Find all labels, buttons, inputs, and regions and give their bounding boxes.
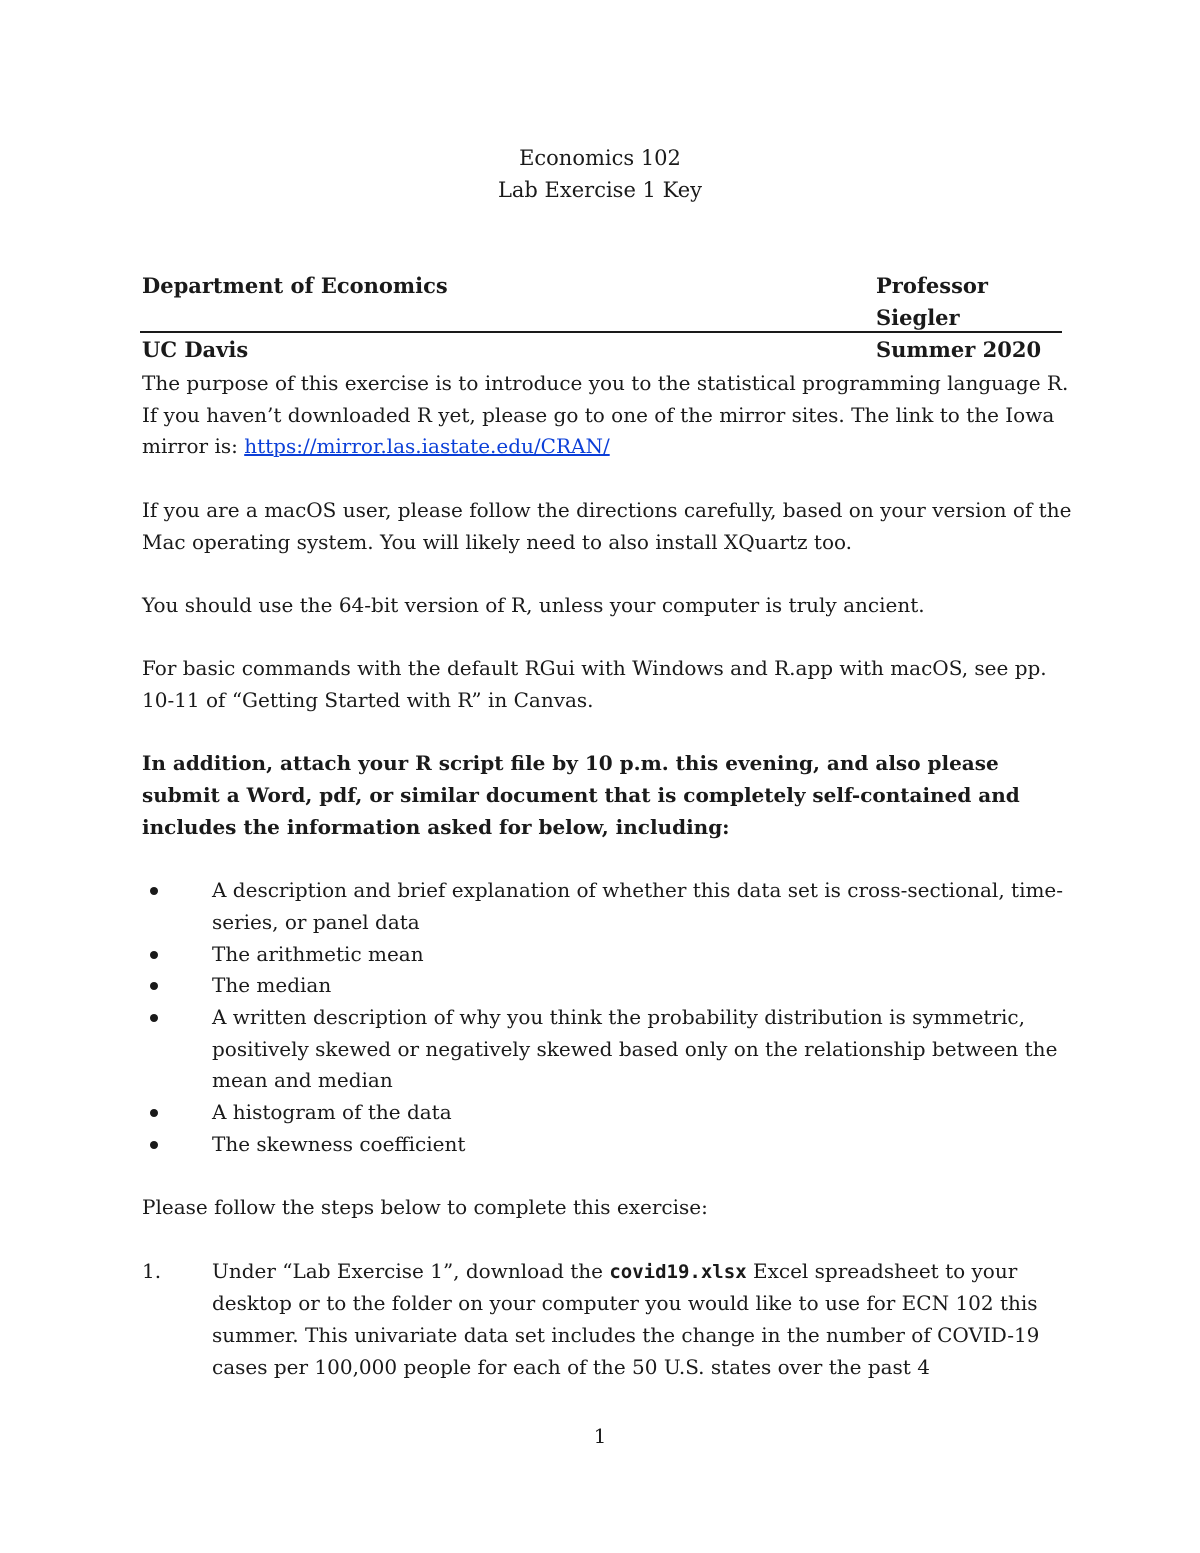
- step-text-after: Excel spreadsheet to your desktop or to the folder on your computer you would like to use for ECN 102 this summer. This univariate data set includes the change in the number of COVID-19 cases per 100,000 people for each of the 50 U.S. states over the past 4: [212, 1258, 1040, 1379]
- list-item: [142, 875, 1072, 938]
- list-item: [142, 1129, 1072, 1161]
- macos-paragraph: If you are a macOS user, please follow the directions carefully, based on your version of the Mac operating system. You will likely need to also install XQuartz too.: [142, 497, 1072, 554]
- bullet-icon: [150, 951, 158, 959]
- version-paragraph: You should use the 64-bit version of R, unless your computer is truly ancient.: [142, 592, 925, 617]
- department-label: Department of Economics: [142, 273, 448, 298]
- list-item-text: The skewness coefficient: [212, 1131, 466, 1156]
- intro-text: The purpose of this exercise is to introduce you to the statistical programming language R. If you haven’t downloaded R yet, please go to one of the mirror sites. The link to the Iowa mirror is:: [142, 371, 1069, 459]
- list-item-text: A written description of why you think the probability distribution is symmetric, positively skewed or negatively skewed based only on the relationship between the mean and median: [212, 1004, 1058, 1093]
- term-label: Summer 2020: [876, 337, 1042, 362]
- bullet-icon: [150, 887, 158, 895]
- page-number: 1: [593, 1424, 607, 1448]
- list-item: [142, 970, 1072, 1002]
- list-item: [142, 939, 1072, 971]
- professor-label: Professor Siegler: [876, 273, 988, 330]
- list-item: [142, 1097, 1072, 1129]
- step-number: 1.: [142, 1258, 162, 1283]
- requirements-list: [142, 875, 1072, 1160]
- header-row-1: [142, 270, 1062, 334]
- step-1: [142, 1256, 1072, 1384]
- course-header: [142, 270, 1062, 366]
- commands-paragraph: For basic commands with the default RGui with Windows and R.app with macOS, see pp. 10-11 of “Getting Started with R” in Canvas.: [142, 656, 1047, 712]
- cran-mirror-link[interactable]: https://mirror.las.iastate.edu/CRAN/: [244, 434, 610, 459]
- bullet-icon: [150, 1014, 158, 1022]
- intro-paragraph: [142, 368, 1072, 463]
- step-text-before: Under “Lab Exercise 1”, download the: [212, 1258, 610, 1283]
- bullet-icon: [150, 1109, 158, 1117]
- list-item: [142, 1002, 1072, 1097]
- header-row-2: [142, 334, 1062, 366]
- list-item-text: The median: [212, 973, 332, 998]
- university-label: UC Davis: [142, 337, 249, 362]
- list-item-text: A histogram of the data: [212, 1100, 452, 1125]
- submission-paragraph: In addition, attach your R script file by 10 p.m. this evening, and also please submit a Word, pdf, or similar document that is completely self-contained and includes the information asked for below, including:: [142, 751, 1020, 839]
- list-item-text: The arithmetic mean: [212, 941, 424, 966]
- document-body: [142, 368, 1072, 1383]
- list-item-text: A description and brief explanation of whether this data set is cross-sectional, time-series, or panel data: [212, 878, 1064, 934]
- exercise-title: Lab Exercise 1 Key: [497, 178, 703, 202]
- follow-steps-paragraph: Please follow the steps below to complete this exercise:: [142, 1195, 708, 1220]
- header-divider: [140, 331, 1062, 333]
- course-title: Economics 102: [519, 146, 681, 170]
- file-name: covid19.xlsx: [609, 1260, 747, 1283]
- document-title: [0, 142, 1200, 206]
- bullet-icon: [150, 982, 158, 990]
- bullet-icon: [150, 1141, 158, 1149]
